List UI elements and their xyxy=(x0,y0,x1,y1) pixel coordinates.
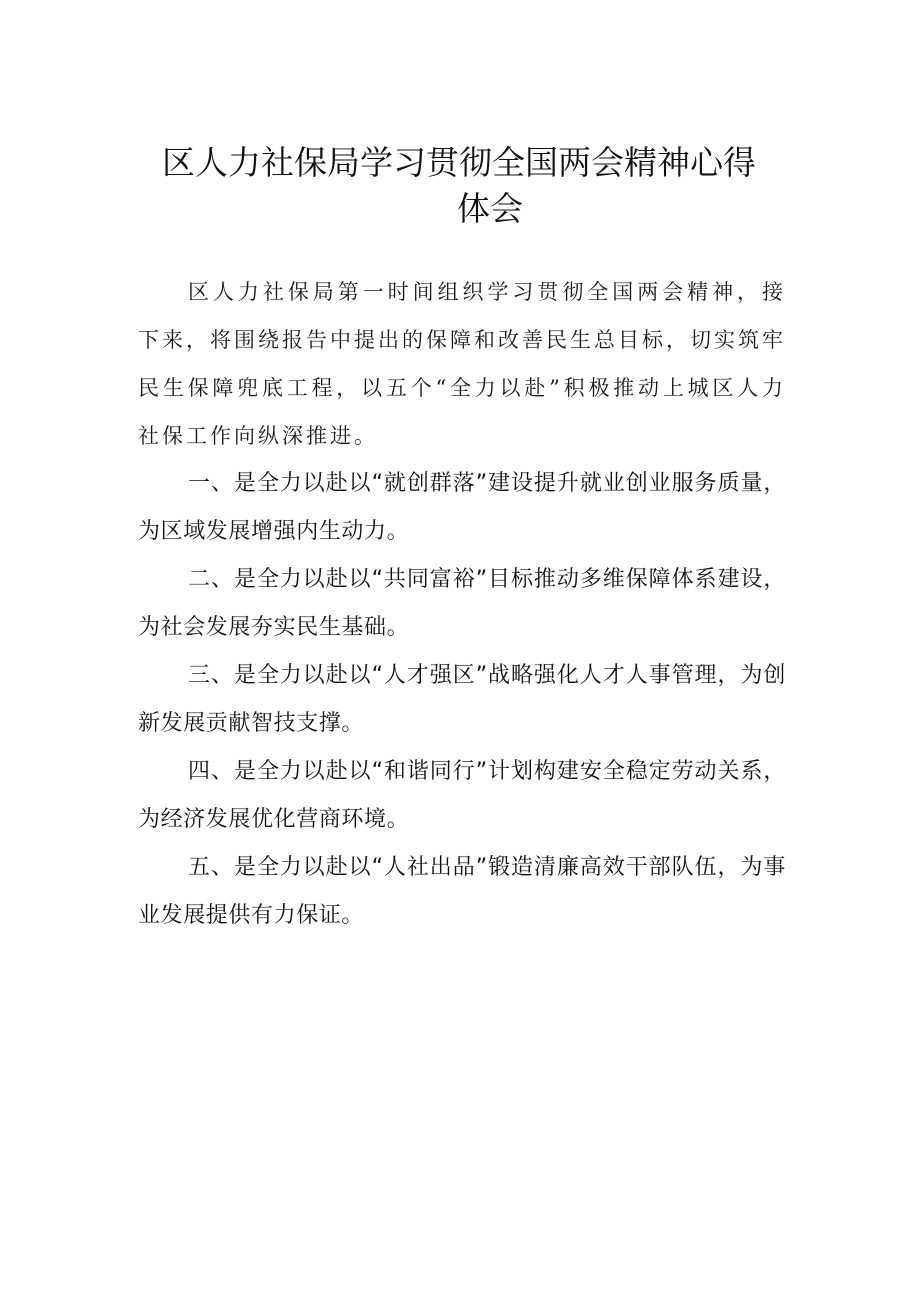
item-paragraph-3: 三、是全力以赴以“人才强区”战略强化人才人事管理，为创新发展贡献智技支撑。 xyxy=(138,663,786,736)
intro-paragraph: 区人力社保局第一时间组织学习贯彻全国两会精神，接下来，将围绕报告中提出的保障和改善民生总目标，切实筑牢民生保障兜底工程，以五个“全力以赴”积极推动上城区人力社保工作向纵深推进。 xyxy=(138,280,786,448)
title-line-2: 体会 xyxy=(457,189,523,228)
item-paragraph-1: 一、是全力以赴以“就创群落”建设提升就业创业服务质量，为区域发展增强内生动力。 xyxy=(138,471,786,544)
item-paragraph-5: 五、是全力以赴以“人社出品”锻造清廉高效干部队伍，为事业发展提供有力保证。 xyxy=(138,855,786,928)
document-title xyxy=(0,140,920,232)
item-paragraph-4: 四、是全力以赴以“和谐同行”计划构建安全稳定劳动关系，为经济发展优化营商环境。 xyxy=(138,759,786,832)
item-paragraph-2: 二、是全力以赴以“共同富裕”目标推动多维保障体系建设，为社会发展夯实民生基础。 xyxy=(138,567,786,640)
title-line-1: 区人力社保局学习贯彻全国两会精神心得 xyxy=(162,143,756,182)
document-body xyxy=(138,268,786,940)
